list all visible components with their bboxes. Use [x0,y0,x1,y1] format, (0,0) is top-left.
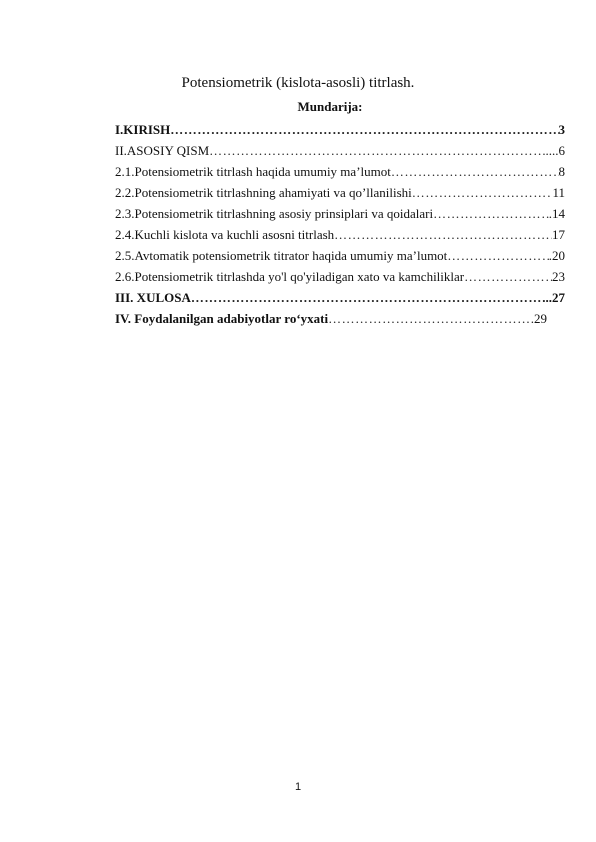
toc-leader-dots [191,290,542,306]
toc-entry-label: 2.2.Potensiometrik titrlashning ahamiyati va qo’llanilishi [115,185,412,200]
toc-entry-page: .20 [548,248,565,263]
toc-entry [115,185,565,206]
toc-entry [115,122,565,143]
toc-heading: Mundarija: [297,99,363,114]
toc-entry-page: ....6 [545,143,565,158]
toc-entry [115,311,547,332]
toc-leader-dots [170,122,558,138]
toc-leader-dots [391,164,559,180]
toc-entry [115,143,565,164]
table-of-contents [115,122,565,332]
toc-entry-page: 8 [558,164,565,179]
toc-leader-dots [412,185,553,201]
toc-entry-label: 2.4.Kuchli kislota va kuchli asosni titrlash [115,227,335,242]
document-title: Potensiometrik (kislota-asosli) titrlash. [181,75,415,91]
toc-entry [115,290,565,311]
toc-entry-label: III. XULOSA [115,290,191,305]
toc-entry-label: 2.1.Potensiometrik titrlash haqida umumiy ma’lumot [115,164,391,179]
toc-entry-page: ...27 [542,290,565,305]
toc-entry-page: .29 [530,311,547,326]
toc-entry-label: 2.3.Potensiometrik titrlashning asosiy prinsiplari va qoidalari [115,206,434,221]
toc-entry-label: 2.5.Avtomatik potensiometrik titrator haqida umumiy ma’lumot [115,248,448,263]
toc-entry-label: I.KIRISH [115,122,171,137]
toc-leader-dots [447,248,548,264]
toc-entry-page: 23 [552,269,565,284]
toc-entry-page: 11 [552,185,565,200]
toc-entry [115,164,565,185]
toc-entry [115,248,565,269]
toc-leader-dots [209,143,545,159]
toc-entry-page: 3 [558,122,565,137]
toc-entry [115,206,565,227]
toc-entry-label: 2.6.Potensiometrik titrlashda yo'l qo'yiladigan xato va kamchiliklar [115,269,465,284]
toc-entry [115,269,565,290]
toc-leader-dots [464,269,552,285]
toc-entry [115,227,565,248]
toc-entry-page: .14 [548,206,565,221]
toc-leader-dots [328,311,531,327]
toc-entry-page: 17 [552,227,565,242]
toc-leader-dots [334,227,552,243]
toc-entry-label: II.ASOSIY QISM [115,143,210,158]
toc-entry-label: IV. Foydalanilgan adabiyotlar ro‘yxati [115,311,329,326]
toc-leader-dots [433,206,549,222]
page-number: 1 [294,781,302,793]
